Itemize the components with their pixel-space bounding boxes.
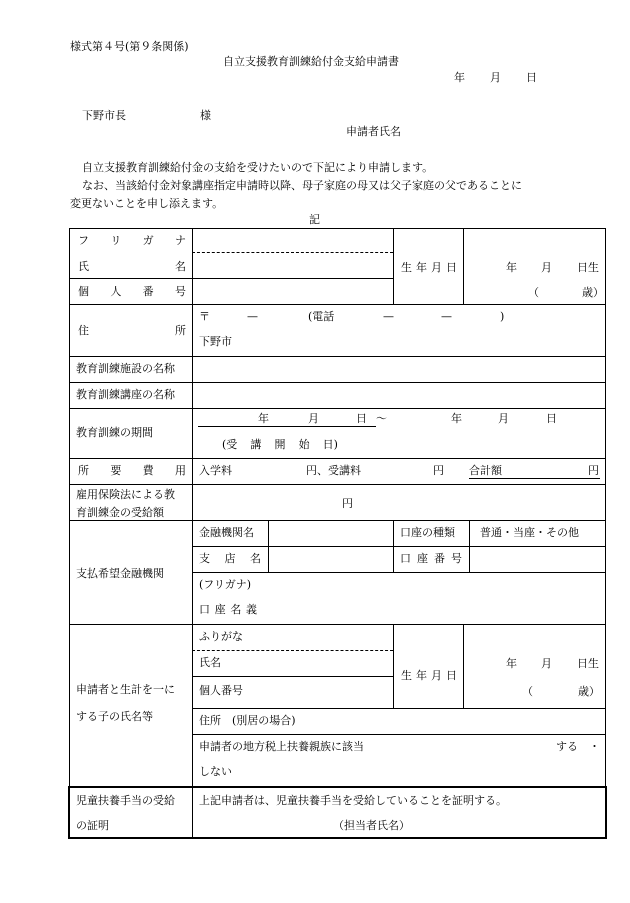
child-age-close: 歳） xyxy=(578,685,600,698)
phone-open: (電話 xyxy=(308,310,335,323)
city-name: 下野市 xyxy=(199,335,232,348)
allowance-label-2: の証明 xyxy=(76,819,109,832)
costs-label: 所 要 費 用 xyxy=(78,464,186,477)
course-name-label: 教育訓練講座の名称 xyxy=(76,388,175,401)
account-furigana-label: (フリガナ) xyxy=(199,578,252,591)
phone-dash-2: — xyxy=(441,310,452,323)
account-type-value: 普通・当座・その他 xyxy=(480,526,579,539)
ki-mark: 記 xyxy=(309,213,320,226)
addressee: 下野市長 xyxy=(82,109,126,122)
child-address-label: 住所 (別居の場合) xyxy=(199,714,296,727)
period-end-year: 年 xyxy=(451,412,462,425)
allowance-label-1: 児童扶養手当の受給 xyxy=(76,794,175,807)
child-birthdate-label: 生 年 月 日 xyxy=(401,669,457,682)
period-start-year: 年 xyxy=(258,412,269,425)
form-number: 様式第４号(第９条関係) xyxy=(70,40,189,53)
child-label-2: する子の氏名等 xyxy=(76,710,153,723)
entrance-fee-label: 入学料 xyxy=(199,464,232,477)
period-label: 教育訓練の期間 xyxy=(76,426,153,439)
intro-line-2: なお、当該給付金対象講座指定申請時以降、母子家庭の母又は父子家庭の父であることに xyxy=(82,179,522,192)
account-number-label: 口 座 番 号 xyxy=(400,552,462,565)
intro-line-1: 自立支援教育訓練給付金の支給を受けたいので下記により申請します。 xyxy=(82,161,434,174)
period-start-day: 日 xyxy=(356,412,367,425)
dependent-text: 申請者の地方税上扶養親族に該当 xyxy=(199,740,364,753)
postal-dash: — xyxy=(247,310,258,323)
dependent-no-option[interactable]: しない xyxy=(199,765,232,778)
name-label: 氏 名 xyxy=(78,260,186,273)
period-start-month: 月 xyxy=(308,412,319,425)
form-title: 自立支援教育訓練給付金支給申請書 xyxy=(223,55,399,68)
child-label-1: 申請者と生計を一に xyxy=(76,683,175,696)
course-start-label: (受 講 開 始 日) xyxy=(222,438,338,451)
employment-label-2: 育訓練金の受給額 xyxy=(76,506,164,519)
branch-name-label: 支 店 名 xyxy=(199,552,261,565)
bank-label: 支払希望金融機関 xyxy=(76,567,164,580)
dependent-yes-option[interactable]: する ・ xyxy=(556,740,600,753)
phone-close: ) xyxy=(500,310,505,323)
postal-mark: 〒 xyxy=(199,310,210,323)
intro-line-3: 変更ないことを申し添えます。 xyxy=(70,197,224,210)
child-age-open: （ xyxy=(522,685,533,698)
total-yen: 円 xyxy=(588,464,599,477)
account-type-label: 口座の種類 xyxy=(400,526,455,539)
tuition-yen: 円 xyxy=(433,464,444,477)
birth-month: 月 xyxy=(541,261,552,274)
child-birth-month: 月 xyxy=(541,657,552,670)
bank-name-label: 金融機関名 xyxy=(199,526,254,539)
child-birth-year: 年 xyxy=(506,657,517,670)
allowance-certification-text: 上記申請者は、児童扶養手当を受給していることを証明する。 xyxy=(199,794,507,807)
child-personal-number-label: 個人番号 xyxy=(199,684,243,697)
birthdate-label: 生 年 月 日 xyxy=(401,261,457,274)
facility-name-label: 教育訓練施設の名称 xyxy=(76,362,175,375)
total-label: 合計額 xyxy=(469,464,502,477)
phone-dash-1: — xyxy=(383,310,394,323)
period-tilde: ～ xyxy=(376,412,387,425)
furigana-label: フ リ ガ ナ xyxy=(78,234,186,247)
honorific: 様 xyxy=(200,109,211,122)
officer-name-label: （担当者氏名） xyxy=(333,819,410,832)
address-label: 住 所 xyxy=(78,324,186,337)
period-end-day: 日 xyxy=(546,412,557,425)
birth-year: 年 xyxy=(506,261,517,274)
tuition-fee-label: 円、受講料 xyxy=(306,464,361,477)
age-close: 歳） xyxy=(582,286,604,299)
birth-day: 日生 xyxy=(577,261,599,274)
date-year: 年 xyxy=(454,71,465,84)
employment-yen: 円 xyxy=(342,497,353,510)
personal-number-label: 個 人 番 号 xyxy=(78,285,186,298)
child-name-label: 氏名 xyxy=(199,656,221,669)
date-month: 月 xyxy=(490,71,501,84)
child-birth-day: 日生 xyxy=(577,657,599,670)
date-day: 日 xyxy=(526,71,537,84)
applicant-name-label: 申請者氏名 xyxy=(346,125,401,138)
account-holder-label: 口 座 名 義 xyxy=(199,603,257,616)
period-end-month: 月 xyxy=(498,412,509,425)
child-furigana-label: ふりがな xyxy=(199,630,243,643)
age-open: （ xyxy=(528,286,539,299)
employment-label-1: 雇用保険法による教 xyxy=(76,488,175,501)
